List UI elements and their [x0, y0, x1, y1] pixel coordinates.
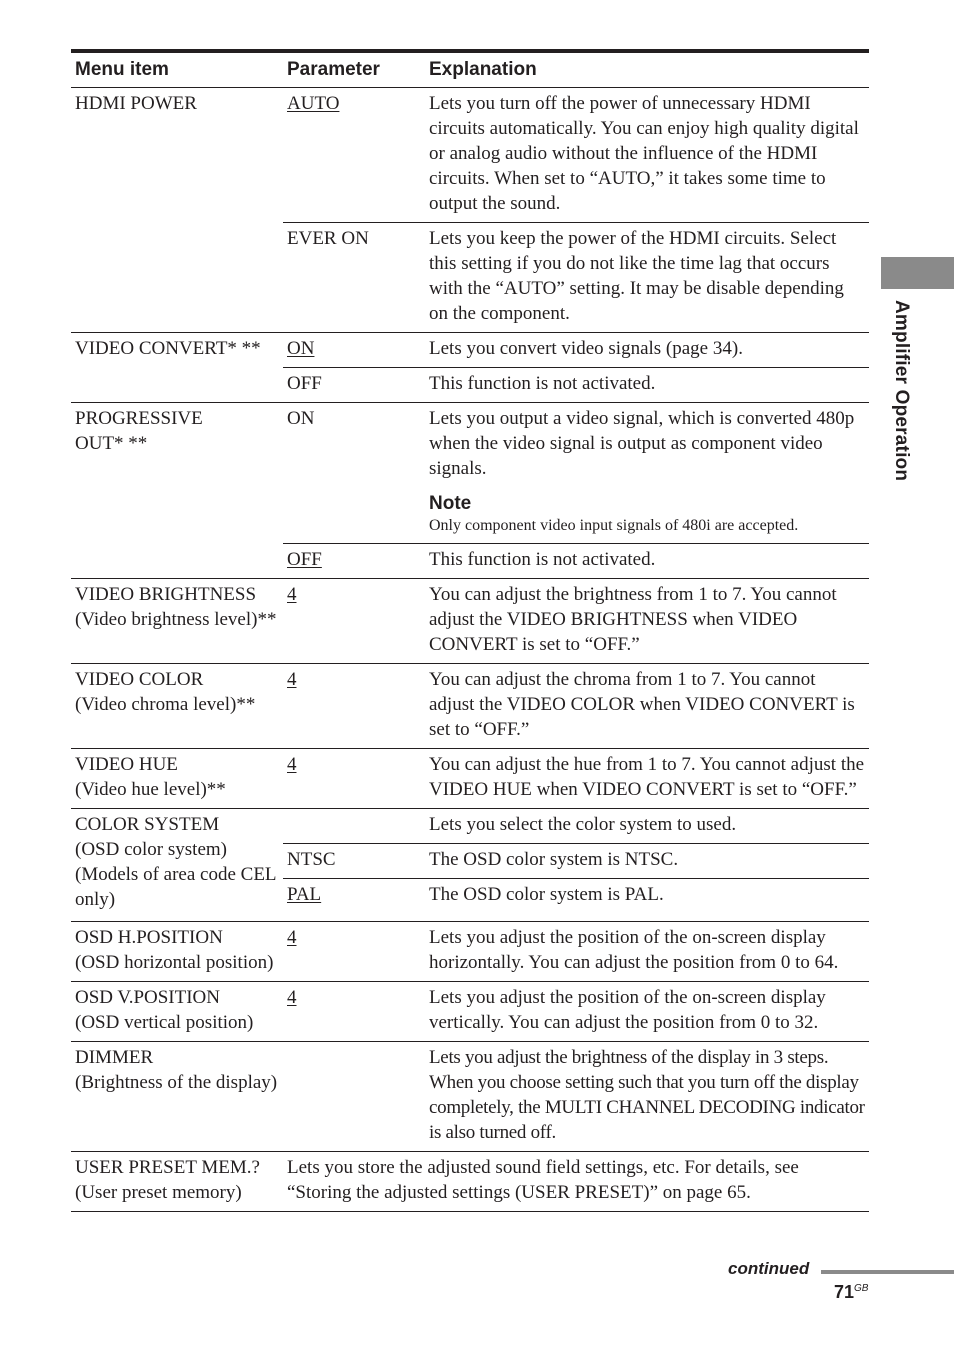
explanation-text: Lets you convert video signals (page 34). [425, 333, 869, 368]
default-value: 4 [287, 584, 297, 605]
default-value: 4 [287, 927, 297, 948]
param-ntsc: NTSC [283, 844, 425, 879]
menu-item-video-hue [71, 749, 283, 809]
table-row [71, 579, 869, 664]
default-value: 4 [287, 669, 297, 690]
explanation-text: Lets you select the color system to used. [425, 809, 869, 844]
default-value: 4 [287, 754, 297, 775]
param-ever-on: EVER ON [283, 223, 425, 333]
table-row [71, 1152, 869, 1212]
menu-item-line: PROGRESSIVE [75, 408, 203, 429]
page-number [834, 1282, 868, 1303]
menu-item-line: USER PRESET MEM.? [75, 1157, 260, 1178]
menu-item-line: OUT* ** [75, 433, 148, 454]
explanation-text: You can adjust the brightness from 1 to 7. You cannot adjust the VIDEO BRIGHTNESS when VIDEO CONVERT is set to “OFF.” [425, 579, 869, 664]
menu-item-line: (OSD vertical position) [75, 1012, 254, 1033]
table-row [71, 922, 869, 982]
continued-bar [821, 1270, 954, 1274]
explanation-text: This function is not activated. [425, 368, 869, 403]
page-number-value: 71 [834, 1282, 855, 1302]
default-value: PAL [287, 884, 322, 905]
section-side-label: Amplifier Operation [891, 300, 912, 482]
continued-label: continued [728, 1259, 810, 1278]
menu-item-osd-h-position [71, 922, 283, 982]
table-header-row [71, 51, 869, 88]
param-auto [283, 88, 425, 223]
param-off: OFF [283, 368, 425, 403]
table-row [71, 88, 869, 223]
explanation-text: The OSD color system is NTSC. [425, 844, 869, 879]
menu-item-video-brightness [71, 579, 283, 664]
table-row [71, 333, 869, 368]
menu-item-video-color [71, 664, 283, 749]
table-row [71, 403, 869, 544]
explanation-cell [425, 403, 869, 544]
explanation-text: This function is not activated. [425, 544, 869, 579]
param-on [283, 333, 425, 368]
param-empty [283, 1042, 425, 1152]
header-menu-item: Menu item [71, 51, 283, 88]
param-value [283, 579, 425, 664]
default-value: 4 [287, 987, 297, 1008]
explanation-text: You can adjust the chroma from 1 to 7. You cannot adjust the VIDEO COLOR when VIDEO CONVERT is set to “OFF.” [425, 664, 869, 749]
section-tab-marker [881, 257, 954, 289]
table-row [71, 809, 869, 844]
menu-item-line: (Video brightness level)** [75, 609, 277, 630]
menu-item-line: (Video hue level)** [75, 779, 226, 800]
param-pal [283, 879, 425, 922]
explanation-text: Lets you keep the power of the HDMI circuits. Select this setting if you do not like the time lag that occurs with the “AUTO” setting. It may be disable depending on the component. [425, 223, 869, 333]
menu-item-line: VIDEO COLOR [75, 669, 204, 690]
menu-item-line: (OSD color system) [75, 839, 227, 860]
table-row [71, 664, 869, 749]
param-value [283, 749, 425, 809]
param-value [283, 922, 425, 982]
explanation-text: Lets you store the adjusted sound field settings, etc. For details, see “Storing the adjusted settings (USER PRESET)” on page 65. [283, 1152, 869, 1212]
note-text: Only component video input signals of 480i are accepted. [429, 517, 799, 534]
explanation-text: The OSD color system is PAL. [425, 879, 869, 922]
param-empty [283, 809, 425, 844]
default-value: OFF [287, 549, 322, 570]
menu-item-line: (OSD horizontal position) [75, 952, 274, 973]
header-parameter: Parameter [283, 51, 425, 88]
menu-item-line: VIDEO BRIGHTNESS [75, 584, 257, 605]
menu-item-line: VIDEO HUE [75, 754, 178, 775]
menu-item-line: (Video chroma level)** [75, 694, 256, 715]
menu-item-line: (Brightness of the display) [75, 1072, 278, 1093]
menu-item-line: OSD V.POSITION [75, 987, 220, 1008]
menu-item-line: (Models of area code CEL only) [75, 864, 276, 910]
menu-item-line: OSD H.POSITION [75, 927, 223, 948]
explanation-text: Lets you adjust the position of the on-screen display horizontally. You can adjust the position from 0 to 64. [425, 922, 869, 982]
menu-item-osd-v-position [71, 982, 283, 1042]
explanation-text: Lets you adjust the brightness of the display in 3 steps. When you choose setting such that you turn off the display completely, the MULTI CHANNEL DECODING indicator is also turned off. [425, 1042, 869, 1152]
menu-item-video-convert: VIDEO CONVERT* ** [71, 333, 283, 403]
table-row [71, 749, 869, 809]
explanation-text: Lets you adjust the position of the on-screen display vertically. You can adjust the position from 0 to 32. [425, 982, 869, 1042]
menu-item-hdmi-power: HDMI POWER [75, 93, 197, 114]
param-on: ON [283, 403, 425, 544]
table-row [71, 1042, 869, 1152]
page-number-suffix: GB [854, 1283, 869, 1294]
table-row [71, 982, 869, 1042]
explanation-text: Lets you turn off the power of unnecessary HDMI circuits automatically. You can enjoy high quality digital or analog audio without the influence of the HDMI circuits. When set to “AUTO,” it takes some time to output the sound. [429, 93, 859, 214]
settings-table [71, 49, 869, 1212]
menu-item-line: (User preset memory) [75, 1182, 242, 1203]
explanation-text: Lets you output a video signal, which is converted 480p when the video signal is output as component video signals. [429, 408, 855, 479]
menu-item-line: COLOR SYSTEM [75, 814, 220, 835]
header-explanation: Explanation [425, 51, 869, 88]
note-title: Note [429, 493, 472, 514]
menu-item-user-preset [71, 1152, 283, 1212]
param-value [283, 982, 425, 1042]
menu-item-dimmer [71, 1042, 283, 1152]
default-value: AUTO [287, 93, 340, 114]
settings-table-container [71, 49, 869, 1212]
menu-item-color-system [71, 809, 283, 922]
menu-item-line: DIMMER [75, 1047, 154, 1068]
param-value [283, 664, 425, 749]
default-value: ON [287, 338, 315, 359]
param-off [283, 544, 425, 579]
menu-item-progressive-out [71, 403, 283, 579]
explanation-text: You can adjust the hue from 1 to 7. You cannot adjust the VIDEO HUE when VIDEO CONVERT is set to “OFF.” [425, 749, 869, 809]
